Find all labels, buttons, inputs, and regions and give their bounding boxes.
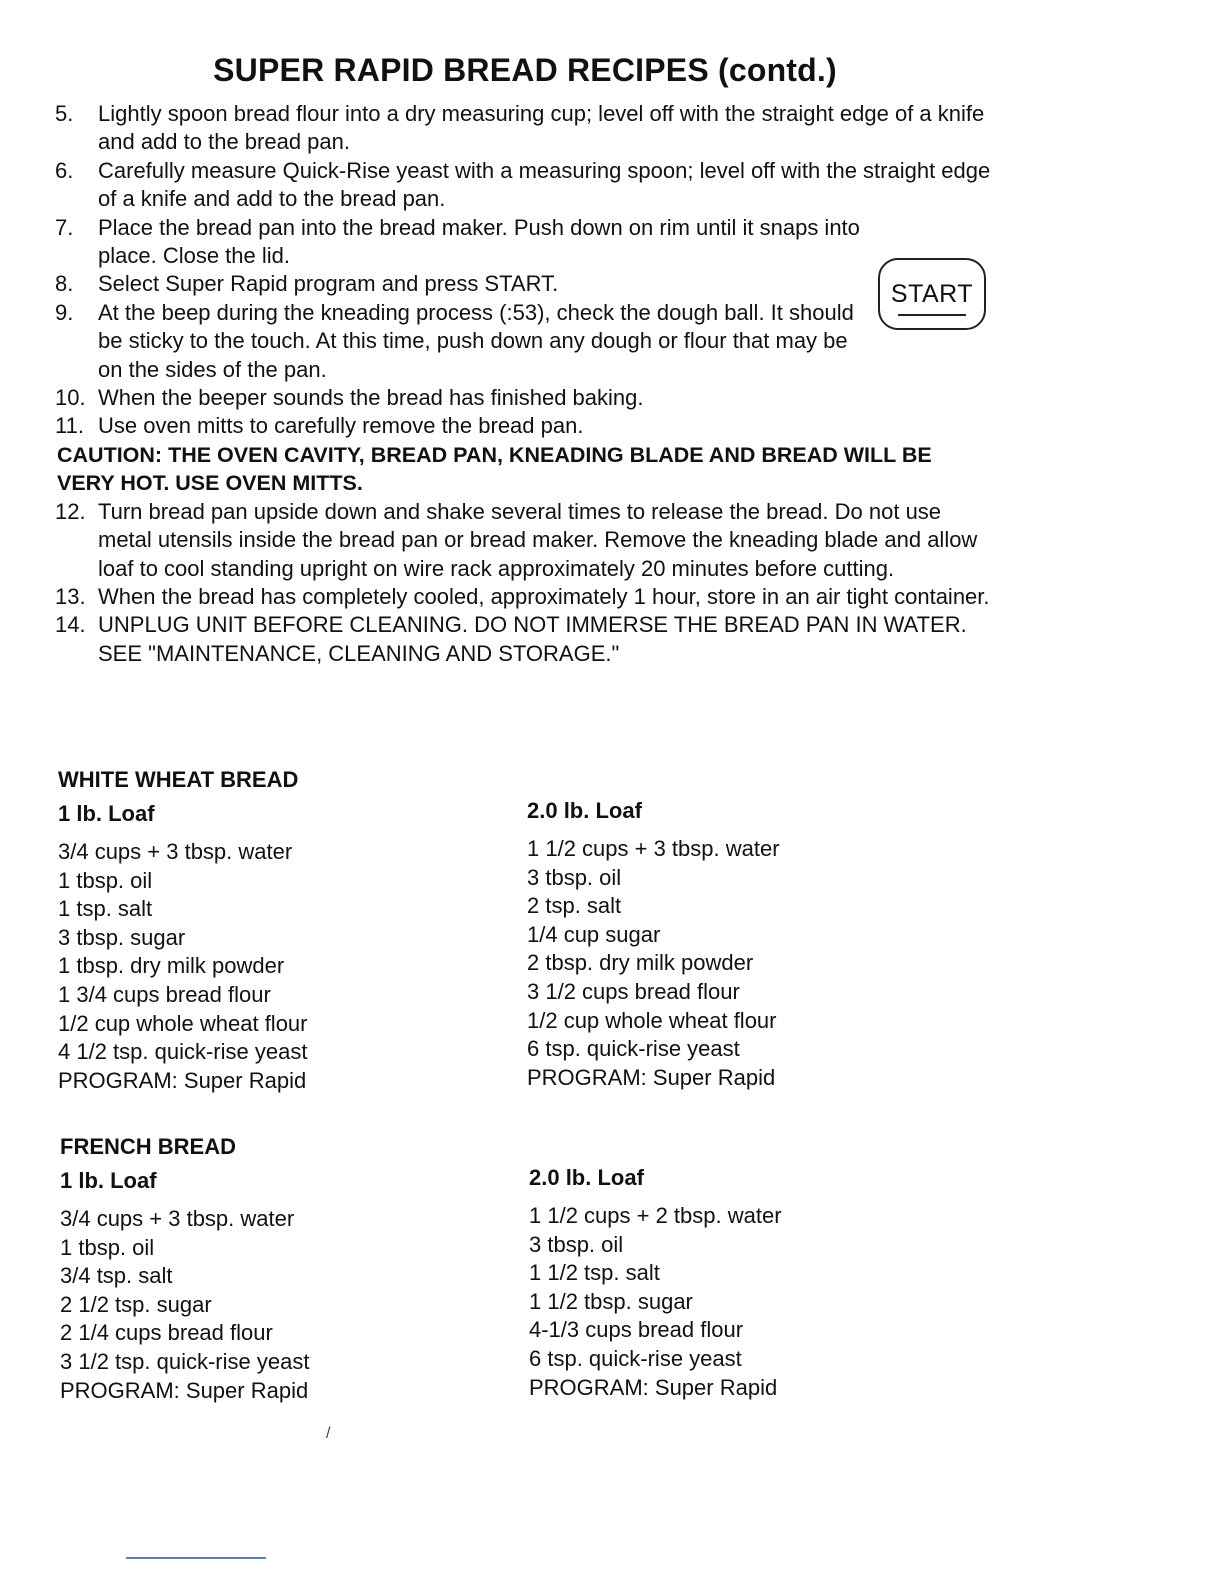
ingredient-item: 1/4 cup sugar <box>527 921 661 947</box>
step-text: When the beeper sounds the bread has finished baking. <box>98 385 644 411</box>
step-text: Select Super Rapid program and press START. <box>98 271 559 297</box>
scan-speck: / <box>326 1425 331 1442</box>
step-text: Use oven mitts to carefully remove the bread pan. <box>98 413 584 439</box>
step-number: 9. <box>55 299 74 325</box>
footer-rule <box>126 1557 266 1559</box>
step-item <box>55 214 995 271</box>
start-underline <box>898 314 966 316</box>
ingredient-item: 1 3/4 cups bread flour <box>58 981 271 1007</box>
ingredient-list-white-wheat-1lb <box>58 838 308 1095</box>
step-number: 11. <box>55 413 84 439</box>
ingredient-item: 3/4 cups + 3 tbsp. water <box>60 1206 295 1231</box>
ingredient-item: 1/2 cup whole wheat flour <box>58 1010 308 1036</box>
step-item <box>55 157 995 214</box>
ingredient-item: 6 tsp. quick-rise yeast <box>527 1036 740 1062</box>
start-button-illustration <box>878 258 986 330</box>
step-item <box>55 583 995 611</box>
step-number: 8. <box>55 271 74 297</box>
ingredient-item: 1 tbsp. oil <box>60 1234 155 1260</box>
ingredient-item: 1 1/2 tbsp. sugar <box>529 1288 693 1314</box>
step-number: 7. <box>55 214 74 240</box>
page-title: SUPER RAPID BREAD RECIPES (contd.) <box>213 52 837 88</box>
ingredient-item: 1 tbsp. dry milk powder <box>58 953 285 979</box>
ingredient-item: 1 1/2 cups + 3 tbsp. water <box>527 836 780 861</box>
ingredient-item: 1 1/2 cups + 2 tbsp. water <box>529 1203 782 1228</box>
program-line: PROGRAM: Super Rapid <box>60 1377 309 1403</box>
ingredient-item: 2 1/2 tsp. sugar <box>60 1291 212 1317</box>
step-text: Turn bread pan upside down and shake several times to release the bread. Do not use metal utensils inside the bread pan or bread maker. Remove the kneading blade and allow loaf to cool standing upright on wire rack approximately 20 minutes before cutting. <box>98 498 978 581</box>
loaf-heading-1lb: 1 lb. Loaf <box>60 1168 157 1193</box>
step-item <box>55 100 995 157</box>
recipe-title-white-wheat: WHITE WHEAT BREAD <box>58 767 299 792</box>
ingredient-item: 3/4 tsp. salt <box>60 1263 173 1289</box>
ingredient-item: 3 tbsp. sugar <box>58 924 186 950</box>
ingredient-item: 1 tbsp. oil <box>58 867 153 893</box>
loaf-heading-1lb: 1 lb. Loaf <box>58 801 155 826</box>
program-line: PROGRAM: Super Rapid <box>527 1064 776 1090</box>
recipe-title-french: FRENCH BREAD <box>60 1134 236 1159</box>
caution-warning: CAUTION: THE OVEN CAVITY, BREAD PAN, KNEADING BLADE AND BREAD WILL BE VERY HOT. USE OVEN MITTS. <box>57 442 932 496</box>
ingredient-list-french-1lb <box>60 1205 309 1405</box>
step-text: At the beep during the kneading process (:53), check the dough ball. It should be sticky to the touch. At this time, push down any dough or flour that may be on the sides of the pan. <box>98 299 854 382</box>
loaf-heading-2lb: 2.0 lb. Loaf <box>529 1165 644 1190</box>
ingredient-item: 3 tbsp. oil <box>527 864 622 890</box>
ingredient-item: 2 tbsp. dry milk powder <box>527 950 754 976</box>
program-line: PROGRAM: Super Rapid <box>58 1067 307 1093</box>
ingredient-item: 1 tsp. salt <box>58 896 153 922</box>
step-item <box>55 299 995 384</box>
step-item <box>55 498 995 583</box>
step-text: Carefully measure Quick-Rise yeast with a measuring spoon; level off with the straight edge of a knife and add to the bread pan. <box>98 157 991 212</box>
ingredient-item: 3 1/2 cups bread flour <box>527 978 740 1004</box>
ingredient-item: 6 tsp. quick-rise yeast <box>529 1345 742 1371</box>
step-number: 10. <box>55 385 86 411</box>
step-item <box>55 270 995 298</box>
start-label: START <box>890 280 974 308</box>
ingredient-item: 3 tbsp. oil <box>529 1231 624 1257</box>
step-text: Lightly spoon bread flour into a dry measuring cup; level off with the straight edge of a knife and add to the bread pan. <box>98 101 985 155</box>
loaf-heading-2lb: 2.0 lb. Loaf <box>527 798 642 823</box>
ingredient-item: 1/2 cup whole wheat flour <box>527 1007 777 1033</box>
step-text: Place the bread pan into the bread maker. Push down on rim until it snaps into place. Close the lid. <box>98 214 860 269</box>
step-number: 12. <box>55 498 86 524</box>
step-number: 13. <box>55 583 86 609</box>
step-item <box>55 611 995 668</box>
ingredient-list-white-wheat-2lb <box>527 835 780 1092</box>
step-text: When the bread has completely cooled, approximately 1 hour, store in an air tight container. <box>98 583 990 609</box>
ingredient-item: 3 1/2 tsp. quick-rise yeast <box>60 1348 310 1374</box>
instruction-steps <box>55 100 995 668</box>
ingredient-item: 2 1/4 cups bread flour <box>60 1320 273 1346</box>
step-number: 6. <box>55 157 74 183</box>
step-number: 14. <box>55 612 86 638</box>
ingredient-item: 4 1/2 tsp. quick-rise yeast <box>58 1039 308 1065</box>
ingredient-list-french-2lb <box>529 1202 782 1402</box>
ingredient-item: 2 tsp. salt <box>527 893 622 919</box>
program-line: PROGRAM: Super Rapid <box>529 1374 778 1400</box>
ingredient-item: 3/4 cups + 3 tbsp. water <box>58 839 293 864</box>
ingredient-item: 1 1/2 tsp. salt <box>529 1260 660 1286</box>
step-number: 5. <box>55 101 74 126</box>
step-text: UNPLUG UNIT BEFORE CLEANING. DO NOT IMMERSE THE BREAD PAN IN WATER. SEE "MAINTENANCE, CLEANING AND STORAGE." <box>98 612 967 666</box>
ingredient-item: 4-1/3 cups bread flour <box>529 1317 744 1343</box>
step-item <box>55 384 995 412</box>
step-item <box>55 412 995 440</box>
